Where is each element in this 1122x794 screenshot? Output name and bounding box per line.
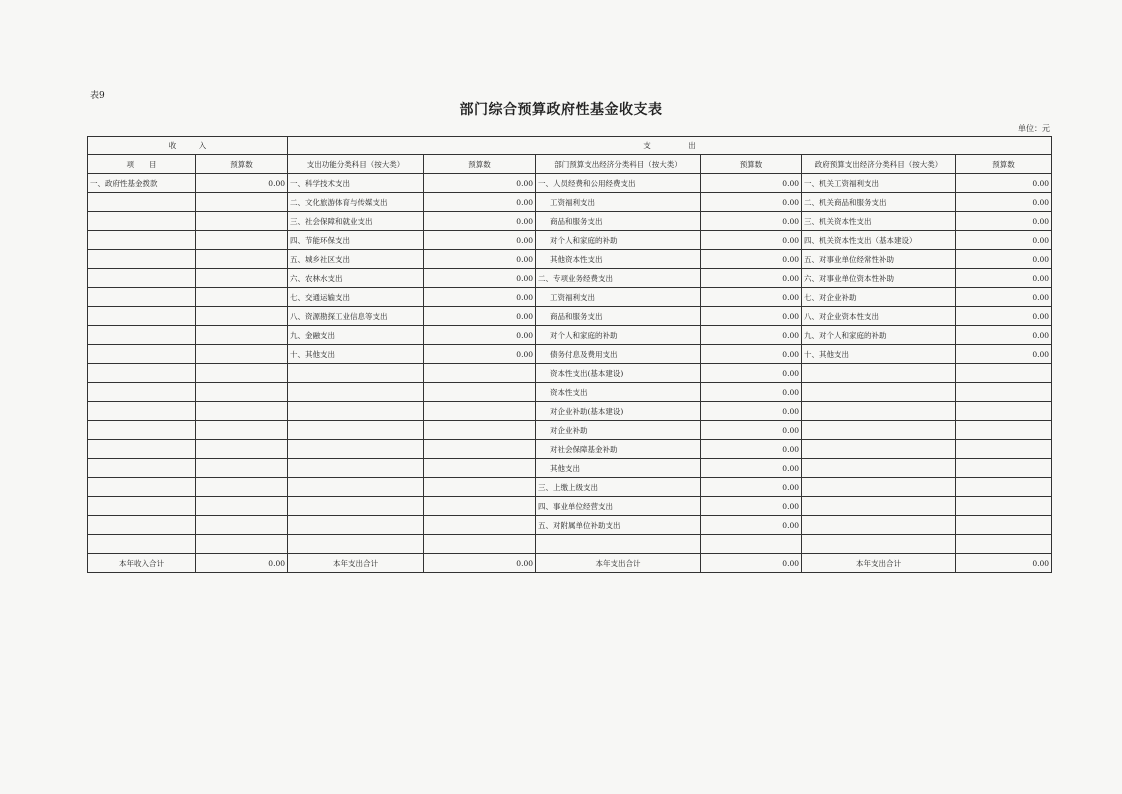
table-cell [424,383,536,402]
table-cell: 0.00 [701,497,802,516]
table-row [88,364,1052,383]
table-cell [88,459,196,478]
column-header: 预算数 [701,155,802,174]
total-value: 0.00 [424,554,536,573]
table-cell [802,516,956,535]
column-header: 预算数 [956,155,1052,174]
table-cell [288,459,424,478]
total-label: 本年支出合计 [536,554,701,573]
table-cell [424,440,536,459]
table-cell: 对社会保障基金补助 [536,440,701,459]
table-cell: 资本性支出(基本建设) [536,364,701,383]
table-cell: 一、人员经费和公用经费支出 [536,174,701,193]
table-cell [88,535,196,554]
unit-label: 单位：元 [1018,124,1050,133]
table-cell: 一、科学技术支出 [288,174,424,193]
table-cell: 五、对事业单位经常性补助 [802,250,956,269]
table-cell: 0.00 [701,440,802,459]
table-cell [802,364,956,383]
table-cell [196,459,288,478]
table-cell: 九、金融支出 [288,326,424,345]
total-value: 0.00 [956,554,1052,573]
table-cell: 五、对附属单位补助支出 [536,516,701,535]
table-cell [956,364,1052,383]
table-cell [802,497,956,516]
table-cell [88,440,196,459]
table-cell: 0.00 [956,307,1052,326]
table-cell: 五、城乡社区支出 [288,250,424,269]
table-cell [196,250,288,269]
table-cell [196,326,288,345]
table-row [88,326,1052,345]
table-row [88,193,1052,212]
table-cell: 0.00 [956,250,1052,269]
total-label: 本年收入合计 [88,554,196,573]
table-cell [424,516,536,535]
table-cell: 0.00 [701,516,802,535]
table-cell [196,497,288,516]
table-cell: 对个人和家庭的补助 [536,326,701,345]
table-row [88,440,1052,459]
table-cell: 对企业补助(基本建设) [536,402,701,421]
table-row [88,497,1052,516]
table-cell: 0.00 [701,383,802,402]
table-cell: 对企业补助 [536,421,701,440]
table-cell: 0.00 [701,193,802,212]
table-cell: 0.00 [701,364,802,383]
table-cell: 四、机关资本性支出（基本建设） [802,231,956,250]
table-cell: 0.00 [701,231,802,250]
table-row [88,212,1052,231]
table-cell [424,478,536,497]
table-row [88,478,1052,497]
table-cell [88,421,196,440]
table-cell: 对个人和家庭的补助 [536,231,701,250]
table-cell: 工资福利支出 [536,288,701,307]
table-cell: 三、社会保障和就业支出 [288,212,424,231]
table-cell [802,535,956,554]
table-row [88,174,1052,193]
table-cell [424,497,536,516]
table-cell [424,364,536,383]
table-cell: 0.00 [701,478,802,497]
table-cell: 0.00 [424,345,536,364]
table-cell [196,516,288,535]
table-row [88,459,1052,478]
table-cell [288,497,424,516]
table-cell [288,478,424,497]
table-cell [196,440,288,459]
table-cell: 0.00 [424,231,536,250]
total-value: 0.00 [196,554,288,573]
column-header: 支出功能分类科目（按大类） [288,155,424,174]
table-cell [88,269,196,288]
table-cell: 商品和服务支出 [536,307,701,326]
group-header-row [88,137,1052,155]
table-cell: 九、对个人和家庭的补助 [802,326,956,345]
table-cell: 0.00 [424,193,536,212]
column-header: 项 目 [88,155,196,174]
table-cell [88,231,196,250]
table-cell [288,421,424,440]
table-cell: 0.00 [701,326,802,345]
table-cell [956,497,1052,516]
table-cell: 四、事业单位经营支出 [536,497,701,516]
table-cell: 七、对企业补助 [802,288,956,307]
table-cell [196,421,288,440]
table-cell: 八、对企业资本性支出 [802,307,956,326]
table-cell [288,535,424,554]
table-cell [956,402,1052,421]
table-cell: 其他资本性支出 [536,250,701,269]
total-value: 0.00 [701,554,802,573]
column-header-row [88,155,1052,174]
table-cell: 0.00 [701,402,802,421]
table-row [88,383,1052,402]
table-cell: 0.00 [424,288,536,307]
table-cell: 商品和服务支出 [536,212,701,231]
table-cell: 二、文化旅游体育与传媒支出 [288,193,424,212]
form-number: 表9 [90,91,105,101]
table-cell: 0.00 [956,231,1052,250]
table-cell: 0.00 [956,269,1052,288]
table-cell [88,250,196,269]
table-cell: 0.00 [424,174,536,193]
table-cell: 0.00 [196,174,288,193]
table-row [88,288,1052,307]
table-cell: 0.00 [701,459,802,478]
table-cell [88,402,196,421]
table-row [88,231,1052,250]
table-cell: 0.00 [701,212,802,231]
table-row [88,516,1052,535]
table-cell [88,307,196,326]
table-row [88,250,1052,269]
table-cell: 0.00 [424,212,536,231]
table-cell: 0.00 [424,326,536,345]
table-cell [956,459,1052,478]
table-cell [196,402,288,421]
table-cell [288,402,424,421]
table-cell: 0.00 [956,345,1052,364]
table-cell: 六、对事业单位资本性补助 [802,269,956,288]
table-cell: 一、机关工资福利支出 [802,174,956,193]
table-cell [956,535,1052,554]
total-label: 本年支出合计 [288,554,424,573]
table-cell: 0.00 [701,288,802,307]
table-cell: 0.00 [701,345,802,364]
table-cell: 一、政府性基金拨款 [88,174,196,193]
table-cell [88,478,196,497]
table-cell: 0.00 [701,174,802,193]
table-cell: 六、农林水支出 [288,269,424,288]
table-cell [196,288,288,307]
table-cell: 三、机关资本性支出 [802,212,956,231]
table-cell: 0.00 [701,307,802,326]
table-cell [88,497,196,516]
income-group-header: 收 入 [88,137,288,155]
table-cell [88,193,196,212]
table-row [88,421,1052,440]
table-cell [288,364,424,383]
column-header: 部门预算支出经济分类科目（按大类） [536,155,701,174]
table-cell: 三、上缴上级支出 [536,478,701,497]
table-cell [196,269,288,288]
table-cell: 0.00 [701,269,802,288]
table-cell [88,516,196,535]
table-row [88,307,1052,326]
table-cell [196,535,288,554]
column-header: 预算数 [196,155,288,174]
table-cell [802,478,956,497]
table-cell [802,402,956,421]
table-cell [196,307,288,326]
table-cell [802,459,956,478]
table-cell [88,288,196,307]
table-cell [802,421,956,440]
table-cell [424,402,536,421]
table-cell: 二、机关商品和服务支出 [802,193,956,212]
table-cell [88,212,196,231]
table-cell [802,440,956,459]
table-cell [956,478,1052,497]
table-cell [88,364,196,383]
table-cell: 0.00 [424,307,536,326]
table-row [88,535,1052,554]
table-cell: 二、专项业务经费支出 [536,269,701,288]
table-cell [196,193,288,212]
table-cell [88,383,196,402]
table-cell [701,535,802,554]
table-cell: 0.00 [956,326,1052,345]
table-cell: 0.00 [956,193,1052,212]
budget-table [87,136,1052,573]
table-cell [196,231,288,250]
column-header: 政府预算支出经济分类科目（按大类） [802,155,956,174]
table-cell [424,421,536,440]
table-cell [196,345,288,364]
table-cell: 0.00 [956,212,1052,231]
table-cell: 七、交通运输支出 [288,288,424,307]
table-cell [424,459,536,478]
page-title: 部门综合预算政府性基金收支表 [459,102,663,118]
table-cell [88,345,196,364]
table-cell [88,326,196,345]
table-cell [288,516,424,535]
table-cell [196,212,288,231]
table-cell [802,383,956,402]
column-header: 预算数 [424,155,536,174]
table-cell [956,440,1052,459]
table-cell: 十、其他支出 [802,345,956,364]
table-row [88,269,1052,288]
table-cell: 0.00 [424,269,536,288]
table-cell [956,516,1052,535]
table-cell [288,440,424,459]
table-cell: 十、其他支出 [288,345,424,364]
table-cell [196,383,288,402]
table-cell: 0.00 [424,250,536,269]
table-cell: 债务付息及费用支出 [536,345,701,364]
table-cell [288,383,424,402]
expense-group-header: 支 出 [288,137,1052,155]
table-row [88,345,1052,364]
table-cell: 0.00 [956,288,1052,307]
table-cell: 工资福利支出 [536,193,701,212]
table-cell: 0.00 [701,250,802,269]
table-cell [196,478,288,497]
total-label: 本年支出合计 [802,554,956,573]
table-cell: 资本性支出 [536,383,701,402]
table-cell [424,535,536,554]
table-cell: 八、资源勘探工业信息等支出 [288,307,424,326]
table-cell: 0.00 [701,421,802,440]
table-row [88,402,1052,421]
table-cell [956,383,1052,402]
table-cell [956,421,1052,440]
table-cell: 其他支出 [536,459,701,478]
table-cell: 0.00 [956,174,1052,193]
table-cell: 四、节能环保支出 [288,231,424,250]
table-cell [196,364,288,383]
table-cell [536,535,701,554]
totals-row [88,554,1052,573]
